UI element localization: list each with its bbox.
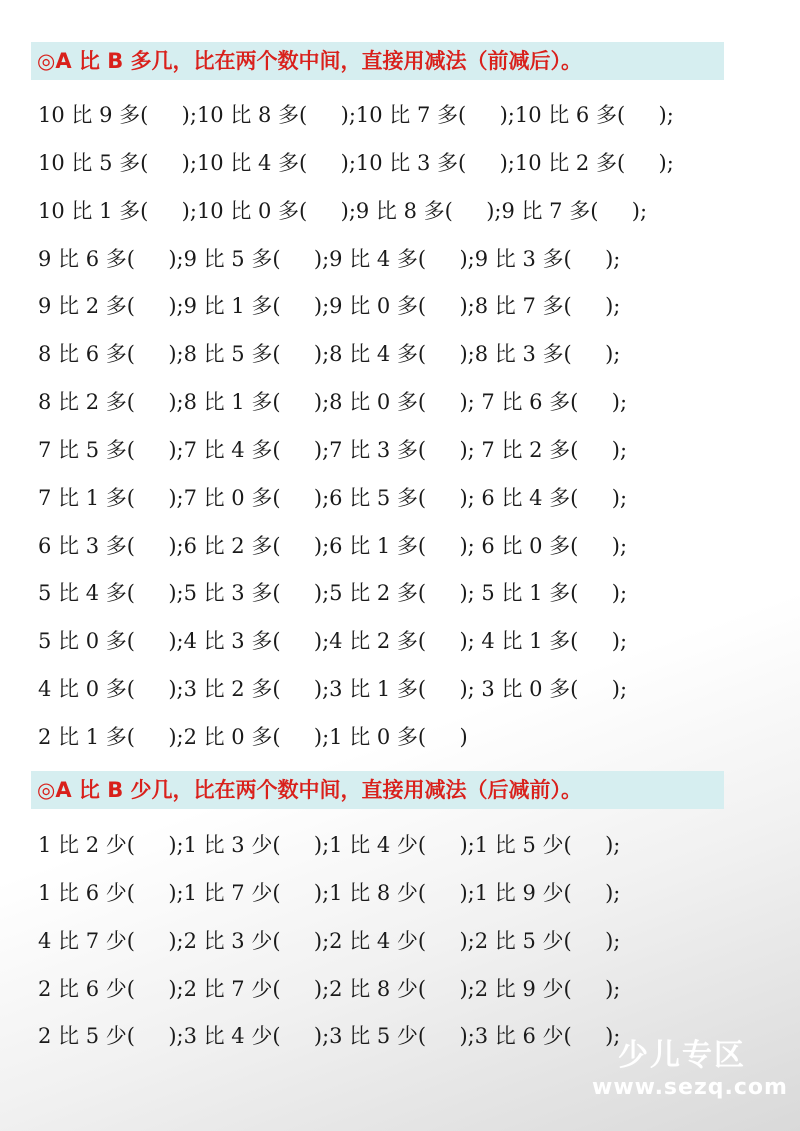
exercise-row: 1 比 2 少( );1 比 3 少( );1 比 4 少( );1 比 5 少( ); xyxy=(38,833,621,857)
exercise-row: 9 比 6 多( );9 比 5 多( );9 比 4 多( );9 比 3 多( ); xyxy=(38,247,621,271)
section-header-less: ◎A 比 B 少几，比在两个数中间，直接用减法（后减前）。 xyxy=(31,771,724,809)
logo-url: www.sezq.com xyxy=(592,1075,788,1100)
exercise-row: 8 比 2 多( );8 比 1 多( );8 比 0 多( ); 7 比 6 多( ); xyxy=(38,390,628,414)
exercise-row: 7 比 1 多( );7 比 0 多( );6 比 5 多( ); 6 比 4 多( ); xyxy=(38,486,628,510)
exercise-row: 9 比 2 多( );9 比 1 多( );9 比 0 多( );8 比 7 多( ); xyxy=(38,294,621,318)
exercise-row: 4 比 0 多( );3 比 2 多( );3 比 1 多( ); 3 比 0 多( ); xyxy=(38,677,628,701)
exercise-row: 4 比 7 少( );2 比 3 少( );2 比 4 少( );2 比 5 少( ); xyxy=(38,929,621,953)
exercise-row: 2 比 6 少( );2 比 7 少( );2 比 8 少( );2 比 9 少( ); xyxy=(38,977,621,1001)
logo-title: 少儿专区 xyxy=(618,1038,746,1073)
exercise-row: 2 比 5 少( );3 比 4 少( );3 比 5 少( );3 比 6 少( ); xyxy=(38,1024,621,1048)
exercise-row: 10 比 1 多( );10 比 0 多( );9 比 8 多( );9 比 7 多( ); xyxy=(38,199,648,223)
exercise-row: 2 比 1 多( );2 比 0 多( );1 比 0 多( ) xyxy=(38,725,468,749)
exercise-row: 8 比 6 多( );8 比 5 多( );8 比 4 多( );8 比 3 多( ); xyxy=(38,342,621,366)
exercise-row: 10 比 9 多( );10 比 8 多( );10 比 7 多( );10 比 6 多( ); xyxy=(38,103,674,127)
exercise-row: 6 比 3 多( );6 比 2 多( );6 比 1 多( ); 6 比 0 多( ); xyxy=(38,534,628,558)
exercise-row: 1 比 6 少( );1 比 7 少( );1 比 8 少( );1 比 9 少( ); xyxy=(38,881,621,905)
exercise-row: 5 比 4 多( );5 比 3 多( );5 比 2 多( ); 5 比 1 多( ); xyxy=(38,581,628,605)
exercise-row: 7 比 5 多( );7 比 4 多( );7 比 3 多( ); 7 比 2 多( ); xyxy=(38,438,628,462)
exercise-row: 5 比 0 多( );4 比 3 多( );4 比 2 多( ); 4 比 1 多( ); xyxy=(38,629,628,653)
exercise-row: 10 比 5 多( );10 比 4 多( );10 比 3 多( );10 比 2 多( ); xyxy=(38,151,674,175)
site-logo-watermark xyxy=(592,1038,788,1108)
section-header-more: ◎A 比 B 多几，比在两个数中间，直接用减法（前减后）。 xyxy=(31,42,724,80)
